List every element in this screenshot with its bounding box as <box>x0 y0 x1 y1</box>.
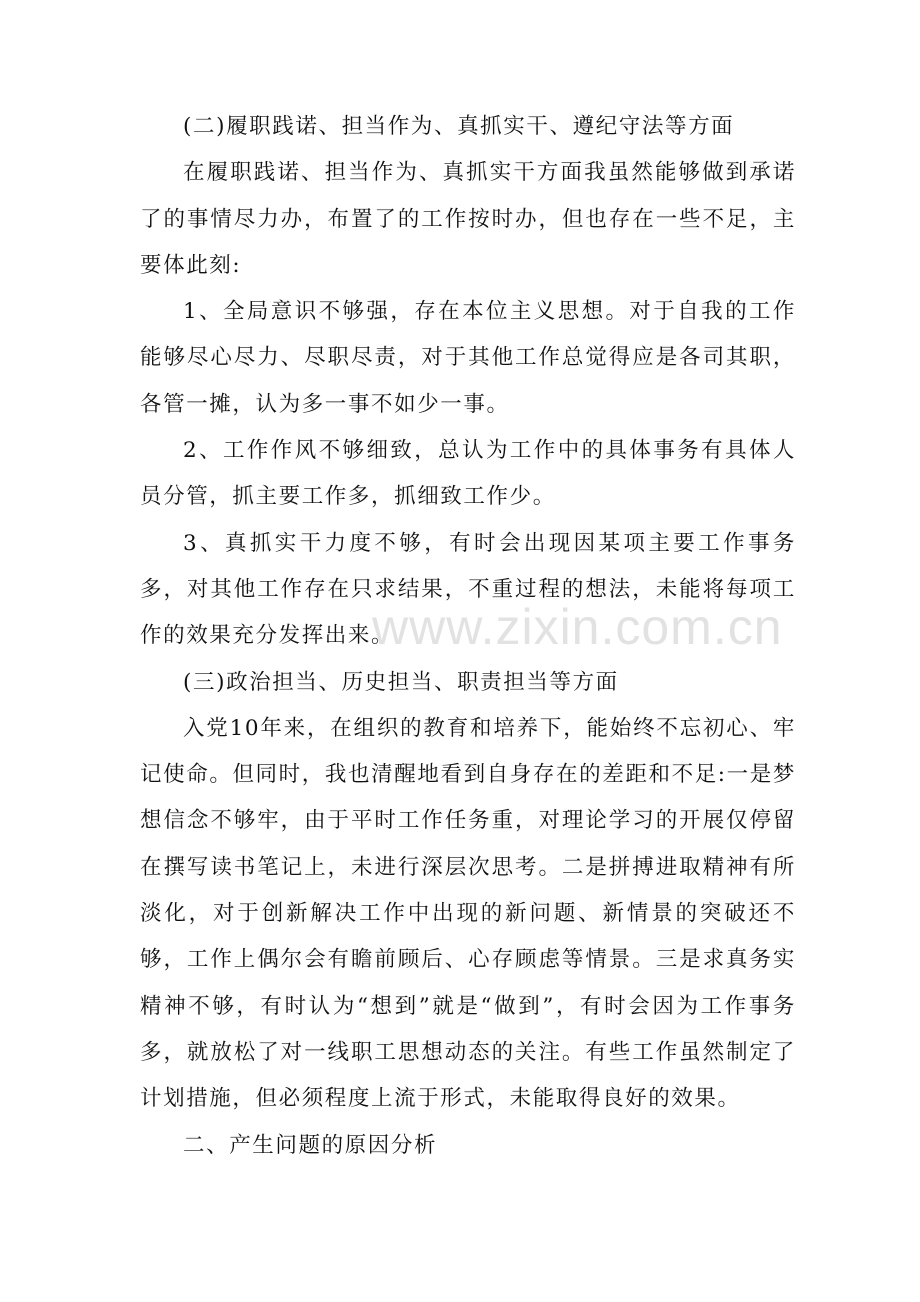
section-heading-main: 二、产生问题的原因分析 <box>183 1132 438 1158</box>
list-item: 1、全局意识不够强，存在本位主义思想。对于自我的工作能够尽心尽力、尽职尽责，对于其他工作总觉得应是各司其职，各管一摊，认为多一事不如少一事。 <box>140 299 796 417</box>
paragraph: 在履职践诺、担当作为、真抓实干方面我虽然能够做到承诺了的事情尽力办，布置了的工作按时办，但也存在一些不足，主要体此刻: <box>140 160 796 278</box>
document-body <box>140 104 796 1169</box>
list-item: 2、工作作风不够细致，总认为工作中的具体事务有具体人员分管，抓主要工作多，抓细致工作少。 <box>140 438 796 510</box>
watermark-text: www.zixin.com.cn <box>372 599 783 655</box>
list-item: 3、真抓实干力度不够，有时会出现因某项主要工作事务多，对其他工作存在只求结果，不重过程的想法，未能将每项工作的效果充分发挥出来。 <box>140 530 796 649</box>
section-heading-2: (二)履职践诺、担当作为、真抓实干、遵纪守法等方面 <box>183 114 735 139</box>
section-heading-3: (三)政治担当、历史担当、职责担当等方面 <box>183 669 619 695</box>
paragraph: 入党10年来，在组织的教育和培养下，能始终不忘初心、牢记使命。但同时，我也清醒地看到自身存在的差距和不足:一是梦想信念不够牢，由于平时工作任务重，对理论学习的开展仅停留在撰写读书笔记上，未进行深层次思考。二是拼搏进取精神有所淡化，对于创新解决工作中出现的新问题、新情景的突破还不够，工作上偶尔会有瞻前顾后、心存顾虑等情景。三是求真务实精神不够，有时认为“想到”就是“做到”，有时会因为工作事务多，就放松了对一线职工思想动态的关注。有些工作虽然制定了计划措施，但必须程度上流于形式，未能取得良好的效果。 <box>140 715 796 1112</box>
